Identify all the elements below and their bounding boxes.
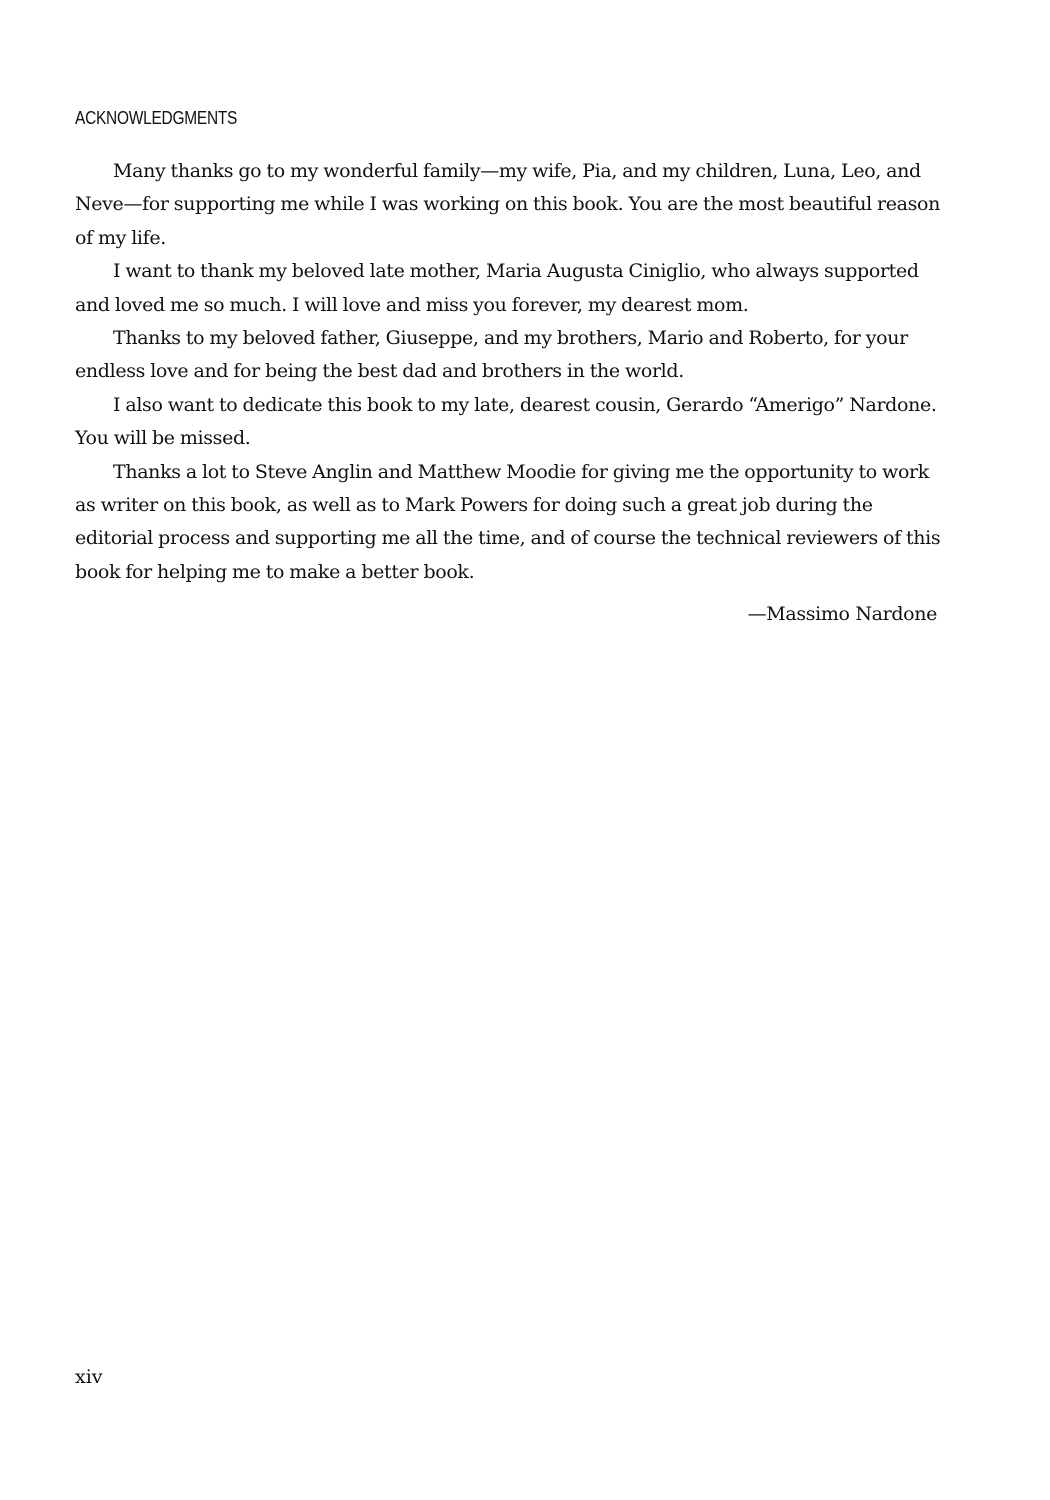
acknowledgments-body: [75, 155, 945, 589]
paragraph-father: Thanks to my beloved father, Giuseppe, and my brothers, Mario and Roberto, for your endless love and for being the best dad and brothers in the world.: [75, 327, 908, 383]
paragraph-editors: Thanks a lot to Steve Anglin and Matthew Moodie for giving me the opportunity to work as writer on this book, as well as to Mark Powers for doing such a great job during the editorial process and supporting me all the time, and of course the technical reviewers of this book for helping me to make a better book.: [75, 460, 941, 583]
running-head: ACKNOWLEDGMENTS: [75, 108, 238, 128]
paragraph-cousin: I also want to dedicate this book to my late, dearest cousin, Gerardo “Amerigo” Nardone. You will be missed.: [75, 393, 937, 450]
paragraph-mother: I want to thank my beloved late mother, Maria Augusta Ciniglio, who always supported and loved me so much. I will love and miss you forever, my dearest mom.: [75, 260, 919, 316]
page-number: xiv: [75, 1366, 103, 1388]
paragraph-family: Many thanks go to my wonderful family—my wife, Pia, and my children, Luna, Leo, and Neve—for supporting me while I was working on this book. You are the most beautiful reason of my life.: [75, 160, 940, 249]
author-signature: —Massimo Nardone: [747, 603, 937, 625]
